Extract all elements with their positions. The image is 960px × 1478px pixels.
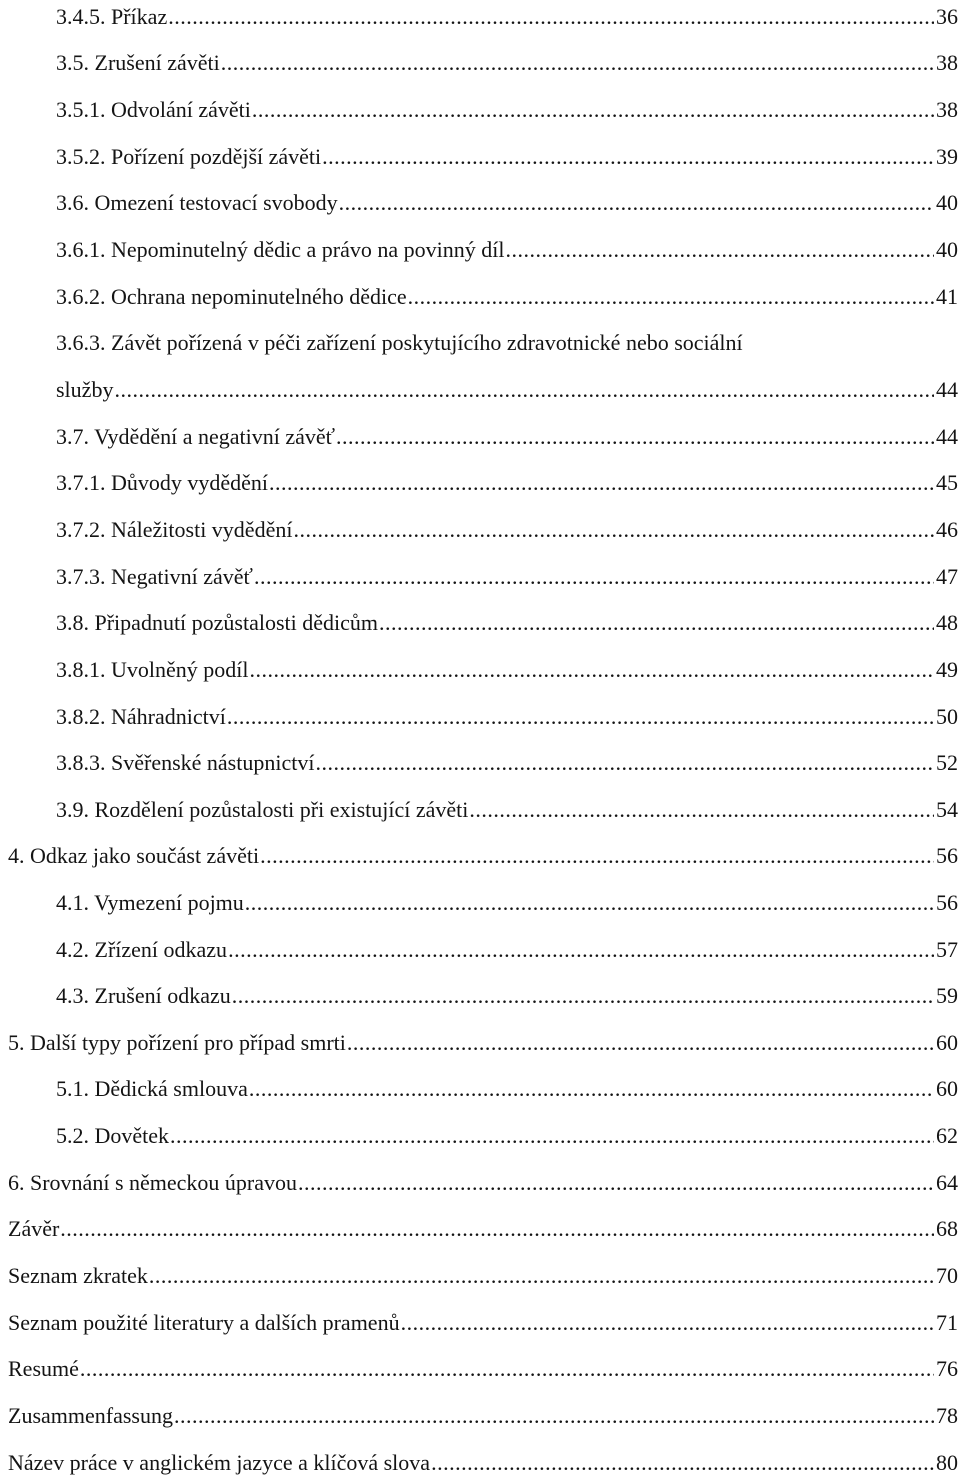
toc-entry-title: Zusammenfassung — [8, 1403, 173, 1428]
toc-entry-page: 40 — [936, 190, 958, 215]
toc-entry-page: 38 — [936, 50, 958, 75]
toc-entry[interactable] — [0, 1354, 960, 1384]
toc-entry[interactable] — [0, 748, 960, 778]
toc-entry-title: 3.5.2. Pořízení pozdější závěti — [56, 144, 322, 169]
toc-entry-title: Resumé — [8, 1356, 79, 1381]
toc-entry-title: 3.7. Vydědění a negativní závěť — [56, 424, 336, 449]
dot-leader — [170, 1121, 934, 1151]
toc-entry-title: 3.6.1. Nepominutelný dědic a právo na povinný díl — [56, 237, 505, 262]
toc-entry-page: 70 — [936, 1263, 958, 1288]
toc-entry-title: Název práce v anglickém jazyce a klíčová slova — [8, 1450, 431, 1475]
dot-leader — [379, 608, 934, 638]
toc-entry[interactable] — [0, 1214, 960, 1244]
toc-entry-title: 6. Srovnání s německou úpravou — [8, 1170, 297, 1195]
toc-entry[interactable] — [0, 188, 960, 218]
toc-entry-page: 57 — [936, 937, 958, 962]
dot-leader — [252, 95, 934, 125]
toc-entry[interactable] — [0, 375, 960, 405]
toc-entry-title: 4. Odkaz jako součást závěti — [8, 843, 260, 868]
toc-entry-page: 38 — [936, 97, 958, 122]
toc-entry-page: 68 — [936, 1216, 958, 1241]
dot-leader — [227, 702, 934, 732]
dot-leader — [293, 515, 934, 545]
toc-entry-page: 40 — [936, 237, 958, 262]
dot-leader — [232, 981, 934, 1011]
toc-entry-page: 47 — [936, 564, 958, 589]
toc-entry-title: 3.7.2. Náležitosti vydědění — [56, 517, 293, 542]
toc-entry-title: Seznam zkratek — [8, 1263, 148, 1288]
toc-entry-title: 3.6. Omezení testovací svobody — [56, 190, 338, 215]
toc-entry-page: 46 — [936, 517, 958, 542]
toc-entry[interactable] — [0, 608, 960, 638]
toc-entry-page: 52 — [936, 750, 958, 775]
dot-leader — [408, 282, 934, 312]
dot-leader — [260, 841, 934, 871]
toc-entry-page: 50 — [936, 704, 958, 729]
toc-entry-title: 4.2. Zřízení odkazu — [56, 937, 228, 962]
toc-entry[interactable] — [0, 468, 960, 498]
toc-entry-title: služby — [56, 377, 114, 402]
toc-entry-title: 3.5.1. Odvolání závěti — [56, 97, 251, 122]
dot-leader — [245, 888, 934, 918]
toc-entry[interactable] — [0, 888, 960, 918]
dot-leader — [269, 468, 934, 498]
toc-entry-page: 56 — [936, 843, 958, 868]
dot-leader — [114, 375, 934, 405]
toc-entry-title: 3.5. Zrušení závěti — [56, 50, 220, 75]
toc-entry-page: 48 — [936, 610, 958, 635]
toc-entry-title: 3.7.1. Důvody vydědění — [56, 470, 269, 495]
dot-leader — [322, 142, 934, 172]
toc-entry-page: 62 — [936, 1123, 958, 1148]
toc-entry[interactable] — [0, 282, 960, 312]
toc-entry-page: 60 — [936, 1030, 958, 1055]
toc-entry-title: 3.8. Připadnutí pozůstalosti dědicům — [56, 610, 379, 635]
toc-entry-wrapped-title[interactable]: 3.6.3. Závět pořízená v péči zařízení poskytujícího zdravotnické nebo sociální — [56, 330, 743, 355]
toc-entry-title: 3.6.2. Ochrana nepominutelného dědice — [56, 284, 407, 309]
toc-entry[interactable] — [0, 48, 960, 78]
toc-entry-page: 41 — [936, 284, 958, 309]
toc-entry[interactable] — [0, 935, 960, 965]
dot-leader — [228, 935, 934, 965]
toc-entry-page: 54 — [936, 797, 958, 822]
dot-leader — [254, 562, 934, 592]
toc-entry-title: Závěr — [8, 1216, 60, 1241]
toc-entry-title: 3.8.1. Uvolněný podíl — [56, 657, 249, 682]
toc-entry[interactable] — [0, 981, 960, 1011]
toc-entry[interactable] — [0, 1028, 960, 1058]
toc-entry-page: 45 — [936, 470, 958, 495]
dot-leader — [505, 235, 934, 265]
toc-entry[interactable] — [0, 1121, 960, 1151]
dot-leader — [401, 1308, 934, 1338]
dot-leader — [431, 1448, 934, 1478]
toc-entry-title: 3.9. Rozdělení pozůstalosti při existující závěti — [56, 797, 469, 822]
toc-entry[interactable] — [0, 95, 960, 125]
toc-entry[interactable] — [0, 1401, 960, 1431]
toc-entry-title: 3.4.5. Příkaz — [56, 4, 168, 29]
dot-leader — [249, 1074, 934, 1104]
toc-entry[interactable] — [0, 841, 960, 871]
dot-leader — [168, 2, 934, 32]
dot-leader — [339, 188, 934, 218]
toc-entry[interactable] — [0, 795, 960, 825]
toc-entry-title: 4.3. Zrušení odkazu — [56, 983, 231, 1008]
toc-entry-page: 44 — [936, 377, 958, 402]
dot-leader — [336, 422, 934, 452]
toc-entry[interactable] — [0, 515, 960, 545]
toc-entry-page: 39 — [936, 144, 958, 169]
toc-entry[interactable] — [0, 655, 960, 685]
toc-entry[interactable] — [0, 235, 960, 265]
toc-entry-page: 76 — [936, 1356, 958, 1381]
toc-entry[interactable] — [0, 422, 960, 452]
toc-entry-page: 59 — [936, 983, 958, 1008]
toc-entry-title: 5.1. Dědická smlouva — [56, 1076, 248, 1101]
toc-entry[interactable] — [0, 142, 960, 172]
toc-entry-page: 71 — [936, 1310, 958, 1335]
toc-entry[interactable] — [0, 702, 960, 732]
toc-entry[interactable] — [0, 2, 960, 32]
dot-leader — [250, 655, 935, 685]
dot-leader — [149, 1261, 934, 1291]
dot-leader — [221, 48, 934, 78]
toc-entry[interactable] — [0, 1261, 960, 1291]
toc-entry-page: 60 — [936, 1076, 958, 1101]
toc-entry-page: 56 — [936, 890, 958, 915]
toc-entry[interactable] — [0, 1308, 960, 1338]
toc-entry-page: 36 — [936, 4, 958, 29]
toc-entry-title: Seznam použité literatury a dalších pramenů — [8, 1310, 400, 1335]
toc-entry-title: 5. Další typy pořízení pro případ smrti — [8, 1030, 346, 1055]
dot-leader — [174, 1401, 934, 1431]
toc-entry-title: 5.2. Dovětek — [56, 1123, 170, 1148]
toc-entry[interactable] — [0, 1448, 960, 1478]
toc-entry-page: 64 — [936, 1170, 958, 1195]
toc-entry[interactable] — [0, 1168, 960, 1198]
dot-leader — [469, 795, 934, 825]
toc-entry-title: 4.1. Vymezení pojmu — [56, 890, 244, 915]
toc-entry[interactable] — [0, 1074, 960, 1104]
toc-entry-page: 44 — [936, 424, 958, 449]
toc-entry[interactable] — [0, 562, 960, 592]
toc-entry-title: 3.8.3. Svěřenské nástupnictví — [56, 750, 315, 775]
toc-entry-page: 49 — [936, 657, 958, 682]
dot-leader — [60, 1214, 934, 1244]
dot-leader — [315, 748, 934, 778]
toc-entry-page: 78 — [936, 1403, 958, 1428]
dot-leader — [80, 1354, 934, 1384]
toc-entry-page: 80 — [936, 1450, 958, 1475]
dot-leader — [347, 1028, 934, 1058]
toc-entry-title: 3.8.2. Náhradnictví — [56, 704, 226, 729]
toc-entry-title: 3.7.3. Negativní závěť — [56, 564, 253, 589]
dot-leader — [298, 1168, 934, 1198]
